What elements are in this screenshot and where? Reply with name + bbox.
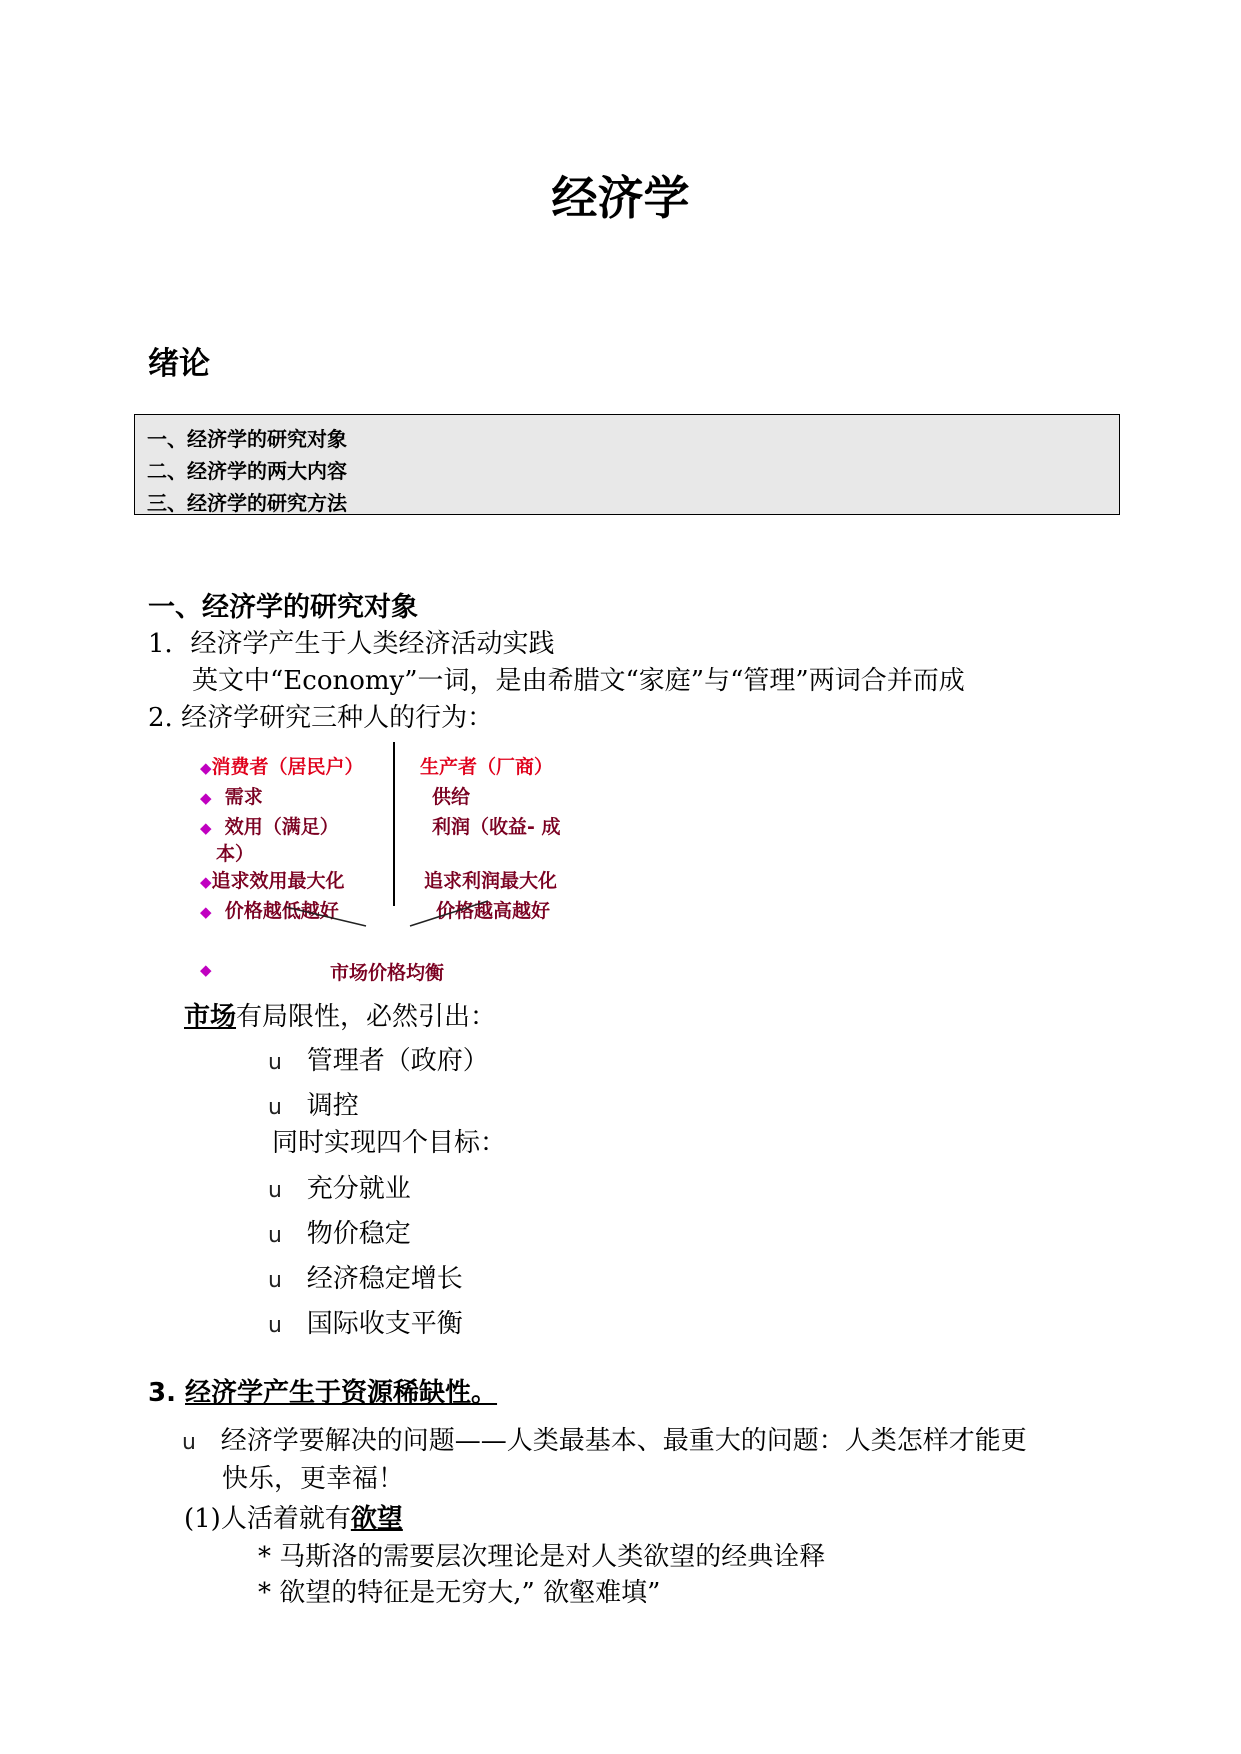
- desire-word: 欲望: [350, 1504, 403, 1534]
- list-item: [268, 1040, 489, 1077]
- low-price-label: 价格越低越好: [224, 900, 339, 922]
- max-profit-label: 追求利润最大化: [424, 870, 558, 892]
- demand-label: 需求: [224, 786, 263, 808]
- goal-text: 充分就业: [306, 1174, 411, 1204]
- item-3: [148, 1372, 497, 1409]
- u-bullet-icon: u: [268, 1095, 282, 1120]
- producer-label: 生产者（厂商）: [420, 756, 554, 778]
- section-heading: 绪论: [148, 346, 210, 382]
- max-utility-label: 追求效用最大化: [211, 870, 345, 892]
- toc-item: 三、经济学的研究方法: [147, 491, 347, 515]
- cost-continuation: 本）: [216, 843, 255, 865]
- item-1-detail: 英文中“Economy”一词，是由希腊文“家庭”与“管理”两词合并而成: [192, 666, 965, 696]
- goal-text: 国际收支平衡: [306, 1309, 463, 1339]
- item-3-paragraph-line1: 经济学要解决的问题——人类最基本、最重大的问题：人类怎样才能更: [220, 1426, 1027, 1456]
- market-line: [184, 996, 496, 1033]
- list-item-text: 管理者（政府）: [306, 1046, 489, 1076]
- item-3-paragraph-line2: 快乐，更幸福！: [222, 1464, 405, 1494]
- supply-arrow-line: [410, 901, 488, 926]
- item-1: 1．经济学产生于人类经济活动实践: [148, 629, 555, 659]
- item-3-paragraph: [182, 1420, 1027, 1457]
- list-item-text: 调控: [306, 1091, 359, 1121]
- u-bullet-icon: u: [268, 1223, 282, 1248]
- diamond-bullet-icon: ◆: [200, 903, 212, 921]
- u-bullet-icon: u: [182, 1430, 196, 1455]
- subsection-heading: 一、经济学的研究对象: [148, 592, 418, 623]
- diamond-bullet-icon: ◆: [200, 873, 212, 891]
- item-3-sub: [184, 1498, 403, 1535]
- u-bullet-icon: u: [268, 1313, 282, 1338]
- profit-label: 利润（收益- 成: [432, 816, 561, 838]
- diamond-bullet-icon: ◆: [200, 819, 212, 837]
- document-title: 经济学: [551, 171, 690, 225]
- goal-item: [268, 1303, 463, 1340]
- demand-arrow-line: [286, 907, 366, 926]
- goal-text: 经济稳定增长: [306, 1264, 463, 1294]
- goals-intro: 同时实现四个目标：: [272, 1128, 507, 1158]
- toc-item: 二、经济学的两大内容: [147, 459, 347, 483]
- toc-item: 一、经济学的研究对象: [147, 427, 347, 451]
- goal-item: [268, 1168, 411, 1205]
- consumer-label: 消费者（居民户）: [211, 756, 364, 778]
- list-item: [268, 1085, 359, 1122]
- equilibrium-bullet-row: [200, 958, 212, 980]
- equilibrium-label: 市场价格均衡: [330, 962, 445, 984]
- utility-label: 效用（满足）: [224, 816, 339, 838]
- item-3-text: 经济学产生于资源稀缺性。: [185, 1378, 498, 1408]
- supply-label: 供给: [432, 786, 471, 808]
- goal-item: [268, 1258, 463, 1295]
- diamond-bullet-icon: ◆: [200, 789, 212, 807]
- item-3-number: 3.: [148, 1378, 186, 1408]
- high-price-label: 价格越高越好: [436, 900, 551, 922]
- market-rest: 有局限性，必然引出：: [236, 1002, 497, 1032]
- star-item: * 马斯洛的需要层次理论是对人类欲望的经典诠释: [258, 1542, 826, 1572]
- goal-item: [268, 1213, 411, 1250]
- market-word: 市场: [184, 1002, 237, 1032]
- item-3-sub-prefix: (1)人活着就有: [184, 1504, 351, 1534]
- goal-text: 物价稳定: [306, 1219, 411, 1249]
- diamond-bullet-icon: ◆: [200, 759, 212, 777]
- u-bullet-icon: u: [268, 1178, 282, 1203]
- item-2: 2. 经济学研究三种人的行为：: [148, 703, 494, 733]
- star-item: * 欲望的特征是无穷大,” 欲壑难填”: [258, 1578, 661, 1608]
- u-bullet-icon: u: [268, 1268, 282, 1293]
- diamond-bullet-icon: ◆: [200, 961, 212, 979]
- u-bullet-icon: u: [268, 1050, 282, 1075]
